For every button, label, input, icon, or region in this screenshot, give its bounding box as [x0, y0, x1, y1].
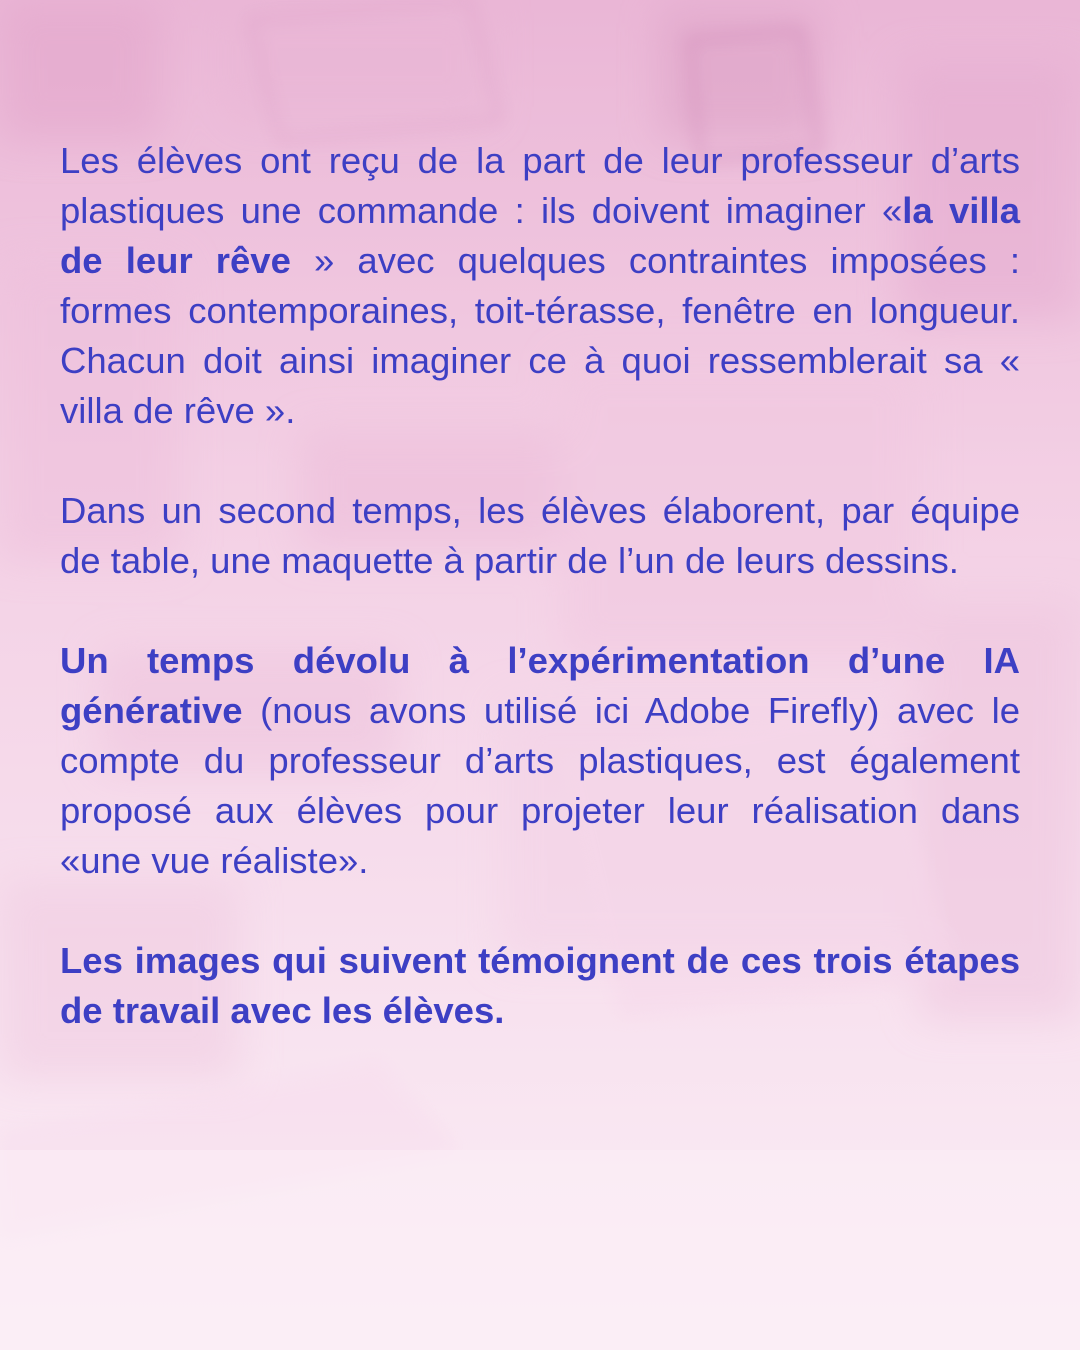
paragraph-2: [60, 486, 1020, 586]
paragraph-1-rest: » avec quelques contraintes imposées : formes contemporaines, toit-térasse, fenêtre en longueur. Chacun doit ainsi imaginer ce à quoi ressemblerait sa « villa de rêve ».: [60, 240, 1021, 431]
paragraph-1-villa-emphasis: la villa de leur rêve: [60, 190, 1020, 281]
paragraph-4: [60, 936, 1020, 1036]
paragraph-4-text: Les images qui suivent témoignent de ces trois étapes de travail avec les élèves.: [60, 940, 1020, 1031]
paragraph-3-rest: (nous avons utilisé ici Adobe Firefly) avec le compte du professeur d’arts plastiques, est également proposé aux élèves pour projeter leur réalisation dans «une vue réaliste».: [60, 690, 1020, 881]
slide-text: [60, 136, 1020, 1036]
paragraph-2-text: Dans un second temps, les élèves élaborent, par équipe de table, une maquette à partir de l’un de leurs dessins.: [60, 490, 1020, 581]
paragraph-1: [60, 136, 1020, 436]
paragraph-3: [60, 636, 1020, 886]
paragraph-3-emphasis: Un temps dévolu à l’expérimentation d’une IA générative: [60, 640, 1020, 731]
paragraph-1-intro: Les élèves ont reçu de la part de leur professeur d’arts plastiques une commande : ils doivent imaginer «: [60, 140, 1020, 231]
